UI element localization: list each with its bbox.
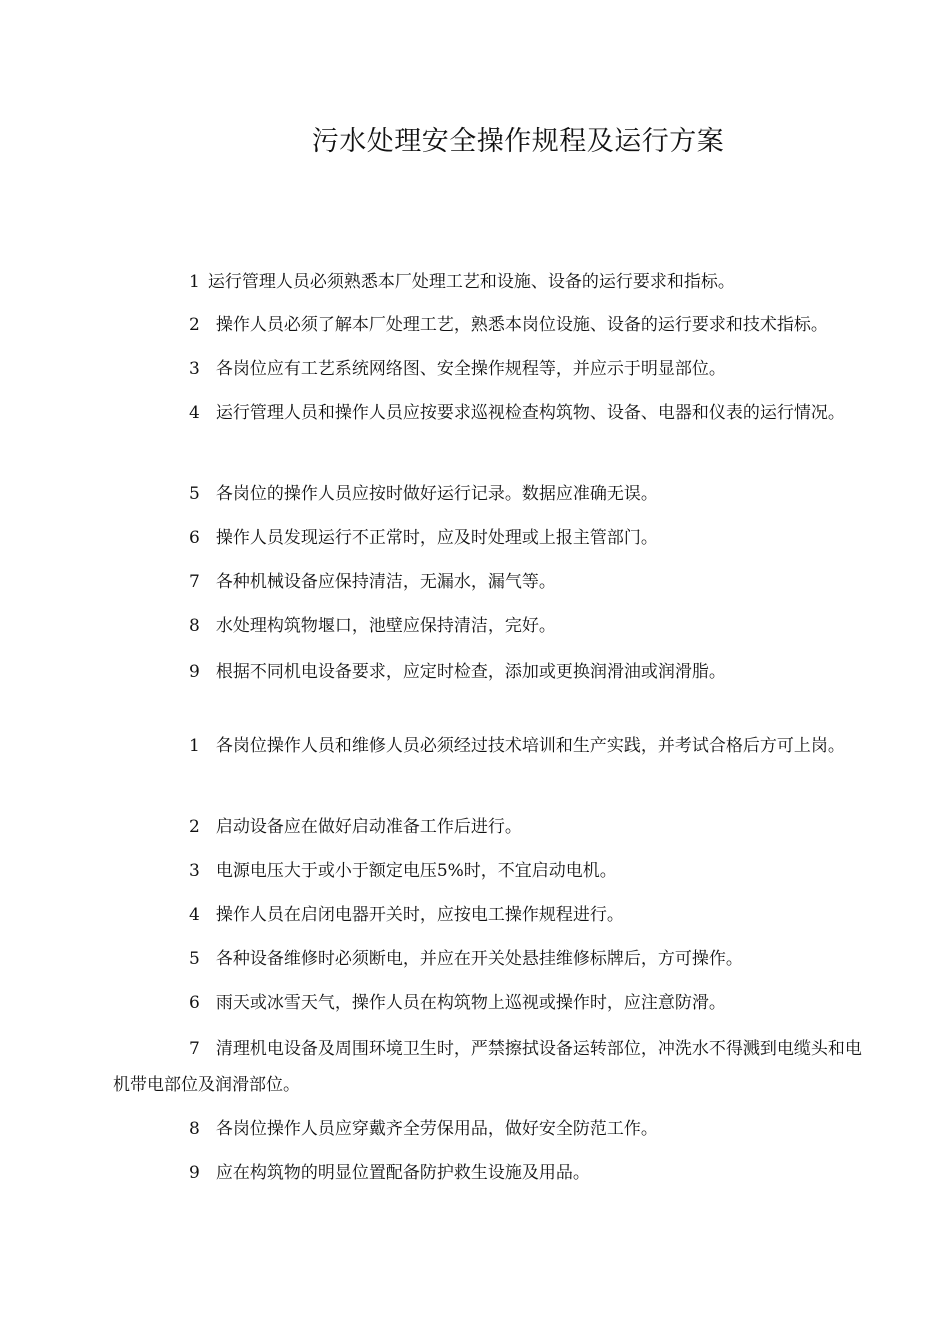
rule-text: 运行管理人员和操作人员应按要求巡视检查构筑物、设备、电器和仪表的运行情况。: [215, 403, 845, 423]
rule-item: [113, 809, 873, 845]
rule-text: 各种机械设备应保持清洁，无漏水，漏气等。: [215, 572, 556, 592]
rule-text: 各种设备维修时必须断电，并应在开关处悬挂维修标牌后，方可操作。: [215, 949, 743, 969]
rule-item: [113, 853, 873, 889]
rule-text: 水处理构筑物堰口，池壁应保持清洁，完好。: [215, 616, 556, 636]
rule-text: 电源电压大于或小于额定电压5%时，不宜启动电机。: [215, 861, 617, 881]
rule-item: [113, 264, 873, 300]
rule-number: 4: [189, 905, 200, 925]
rule-number: 1: [189, 272, 200, 292]
document-title: 污水处理安全操作规程及运行方案: [311, 126, 725, 157]
rule-number: 8: [189, 616, 200, 636]
rule-number: 7: [189, 572, 200, 592]
rule-number: 6: [189, 993, 200, 1013]
rule-item: [113, 897, 873, 933]
rule-text: 清理机电设备及周围环境卫生时，严禁擦拭设备运转部位，冲洗水不得溅到电缆头和电机带电部位及润滑部位。: [113, 1039, 862, 1095]
rule-number: 1: [189, 736, 200, 756]
rule-text: 运行管理人员必须熟悉本厂处理工艺和设施、设备的运行要求和指标。: [207, 272, 735, 292]
rule-item: [113, 307, 873, 343]
rule-item: [113, 564, 873, 600]
rule-number: 9: [189, 662, 200, 682]
rule-number: 2: [189, 817, 200, 837]
rule-item: [113, 728, 873, 764]
rule-item: [113, 476, 873, 512]
rule-number: 4: [189, 403, 200, 423]
rule-text: 操作人员在启闭电器开关时，应按电工操作规程进行。: [215, 905, 624, 925]
rule-item: [113, 351, 873, 387]
rule-text: 操作人员必须了解本厂处理工艺，熟悉本岗位设施、设备的运行要求和技术指标。: [215, 315, 828, 335]
rule-item: [113, 395, 873, 431]
rule-number: 5: [189, 949, 200, 969]
rule-text: 根据不同机电设备要求，应定时检查，添加或更换润滑油或润滑脂。: [215, 662, 726, 682]
rule-number: 2: [189, 315, 200, 335]
rule-item: [113, 1031, 873, 1103]
rule-text: 各岗位的操作人员应按时做好运行记录。数据应准确无误。: [215, 484, 658, 504]
rule-text: 各岗位应有工艺系统网络图、安全操作规程等，并应示于明显部位。: [215, 359, 726, 379]
rule-number: 3: [189, 861, 200, 881]
rule-item: [113, 941, 873, 977]
rule-text: 雨天或冰雪天气，操作人员在构筑物上巡视或操作时，应注意防滑。: [215, 993, 726, 1013]
rule-number: 5: [189, 484, 200, 504]
rule-item: [113, 1111, 873, 1147]
rule-text: 启动设备应在做好启动准备工作后进行。: [215, 817, 522, 837]
rule-item: [113, 520, 873, 556]
rule-text: 应在构筑物的明显位置配备防护救生设施及用品。: [215, 1163, 590, 1183]
rule-text: 各岗位操作人员和维修人员必须经过技术培训和生产实践，并考试合格后方可上岗。: [215, 736, 845, 756]
rule-item: [113, 654, 873, 690]
rule-number: 8: [189, 1119, 200, 1139]
rule-number: 7: [189, 1039, 200, 1059]
rule-number: 3: [189, 359, 200, 379]
rule-item: [113, 1155, 873, 1191]
rule-number: 9: [189, 1163, 200, 1183]
rule-text: 各岗位操作人员应穿戴齐全劳保用品，做好安全防范工作。: [215, 1119, 658, 1139]
rule-number: 6: [189, 528, 200, 548]
rule-item: [113, 985, 873, 1021]
rule-item: [113, 608, 873, 644]
rule-text: 操作人员发现运行不正常时，应及时处理或上报主管部门。: [215, 528, 658, 548]
